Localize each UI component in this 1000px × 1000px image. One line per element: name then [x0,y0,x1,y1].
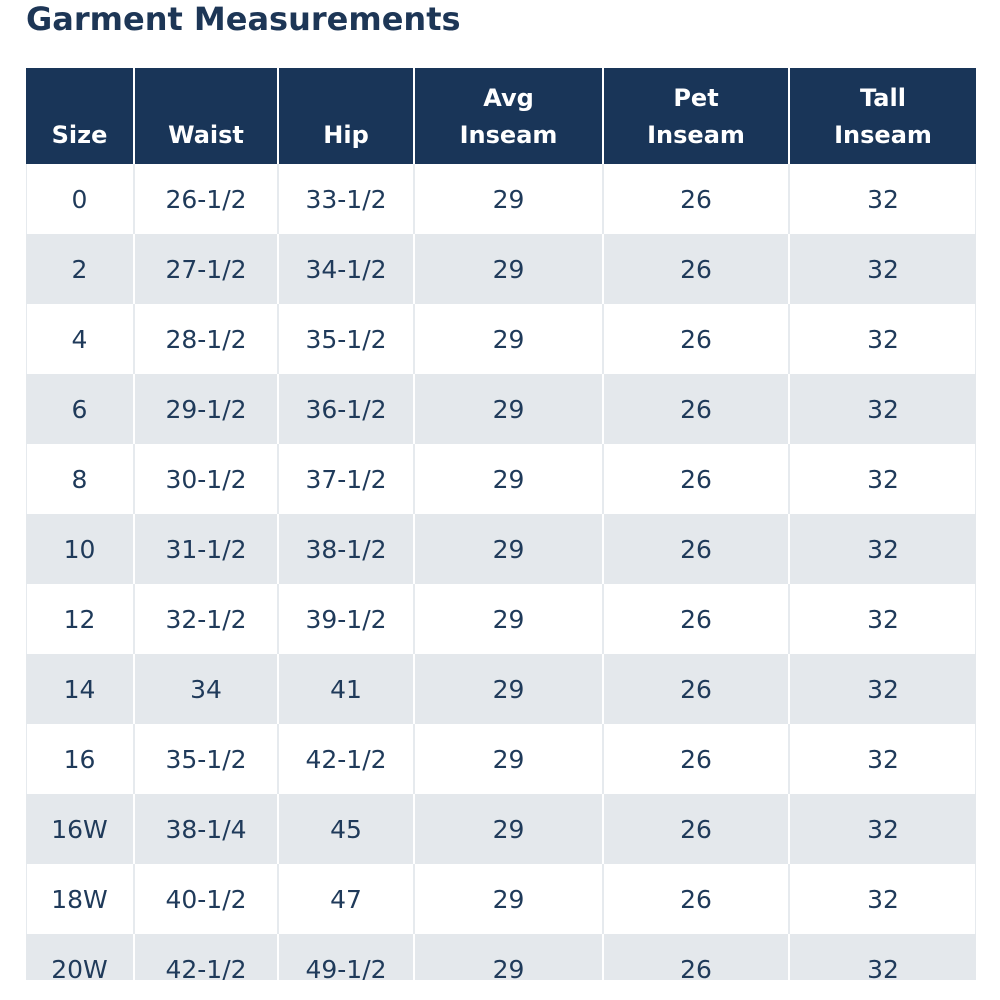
tall-inseam-cell: 32 [789,444,976,514]
pet-inseam-cell: 26 [603,724,789,794]
tall-inseam-cell: 32 [789,584,976,654]
size-cell: 10 [26,514,134,584]
pet-inseam-cell: 26 [603,584,789,654]
table-row [26,934,976,980]
table-row [26,864,976,934]
column-header-line1: Avg [483,84,534,112]
size-cell: 12 [26,584,134,654]
page-title: Garment Measurements [26,0,461,38]
pet-inseam-cell: 26 [603,164,789,234]
tall-inseam-cell: 32 [789,374,976,444]
waist-cell: 35-1/2 [134,724,278,794]
pet-inseam-cell: 26 [603,304,789,374]
size-cell: 2 [26,234,134,304]
hip-cell: 37-1/2 [278,444,414,514]
tall-inseam-cell: 32 [789,514,976,584]
waist-cell: 34 [134,654,278,724]
avg-inseam-cell: 29 [414,164,603,234]
header-row [26,68,976,164]
hip-cell: 45 [278,794,414,864]
pet-inseam-cell: 26 [603,934,789,980]
table-body [26,164,976,980]
avg-inseam-cell: 29 [414,584,603,654]
avg-inseam-cell: 29 [414,374,603,444]
avg-inseam-cell: 29 [414,444,603,514]
table-row [26,654,976,724]
avg-inseam-cell: 29 [414,514,603,584]
waist-cell: 27-1/2 [134,234,278,304]
avg-inseam-cell: 29 [414,934,603,980]
size-cell: 8 [26,444,134,514]
column-header-line2: Inseam [834,121,932,149]
pet-inseam-cell: 26 [603,444,789,514]
size-cell: 16W [26,794,134,864]
pet-inseam-cell: 26 [603,374,789,444]
table-row [26,164,976,234]
hip-cell: 42-1/2 [278,724,414,794]
column-header-avg-inseam [414,68,603,164]
table-row [26,374,976,444]
table-row [26,584,976,654]
hip-cell: 39-1/2 [278,584,414,654]
tall-inseam-cell: 32 [789,654,976,724]
hip-cell: 38-1/2 [278,514,414,584]
avg-inseam-cell: 29 [414,654,603,724]
column-header-line2: Inseam [459,121,558,149]
column-header-waist [134,68,278,164]
pet-inseam-cell: 26 [603,864,789,934]
waist-cell: 38-1/4 [134,794,278,864]
table-row [26,724,976,794]
table-row [26,444,976,514]
column-header-line1: Tall [860,84,906,112]
size-cell: 20W [26,934,134,980]
pet-inseam-cell: 26 [603,794,789,864]
table-row [26,304,976,374]
avg-inseam-cell: 29 [414,794,603,864]
hip-cell: 47 [278,864,414,934]
pet-inseam-cell: 26 [603,234,789,304]
hip-cell: 36-1/2 [278,374,414,444]
column-header-line2: Size [51,121,108,149]
column-header-line2: Waist [168,121,244,149]
tall-inseam-cell: 32 [789,864,976,934]
tall-inseam-cell: 32 [789,164,976,234]
waist-cell: 32-1/2 [134,584,278,654]
hip-cell: 33-1/2 [278,164,414,234]
measurements-table-container [26,68,976,980]
waist-cell: 31-1/2 [134,514,278,584]
hip-cell: 41 [278,654,414,724]
waist-cell: 42-1/2 [134,934,278,980]
tall-inseam-cell: 32 [789,934,976,980]
tall-inseam-cell: 32 [789,234,976,304]
avg-inseam-cell: 29 [414,234,603,304]
tall-inseam-cell: 32 [789,794,976,864]
column-header-hip [278,68,414,164]
table-row [26,794,976,864]
tall-inseam-cell: 32 [789,724,976,794]
avg-inseam-cell: 29 [414,724,603,794]
size-cell: 14 [26,654,134,724]
tall-inseam-cell: 32 [789,304,976,374]
waist-cell: 28-1/2 [134,304,278,374]
column-header-line1: Pet [673,84,719,112]
size-cell: 6 [26,374,134,444]
column-header-pet-inseam [603,68,789,164]
waist-cell: 30-1/2 [134,444,278,514]
pet-inseam-cell: 26 [603,514,789,584]
table-row [26,514,976,584]
size-cell: 0 [26,164,134,234]
column-header-tall-inseam [789,68,976,164]
hip-cell: 35-1/2 [278,304,414,374]
size-cell: 18W [26,864,134,934]
size-cell: 16 [26,724,134,794]
column-header-size [26,68,134,164]
hip-cell: 49-1/2 [278,934,414,980]
table-header [26,68,976,164]
size-cell: 4 [26,304,134,374]
avg-inseam-cell: 29 [414,864,603,934]
pet-inseam-cell: 26 [603,654,789,724]
avg-inseam-cell: 29 [414,304,603,374]
waist-cell: 26-1/2 [134,164,278,234]
hip-cell: 34-1/2 [278,234,414,304]
column-header-line2: Inseam [647,121,745,149]
column-header-line2: Hip [323,121,369,149]
measurements-table [26,68,976,980]
waist-cell: 29-1/2 [134,374,278,444]
waist-cell: 40-1/2 [134,864,278,934]
table-row [26,234,976,304]
